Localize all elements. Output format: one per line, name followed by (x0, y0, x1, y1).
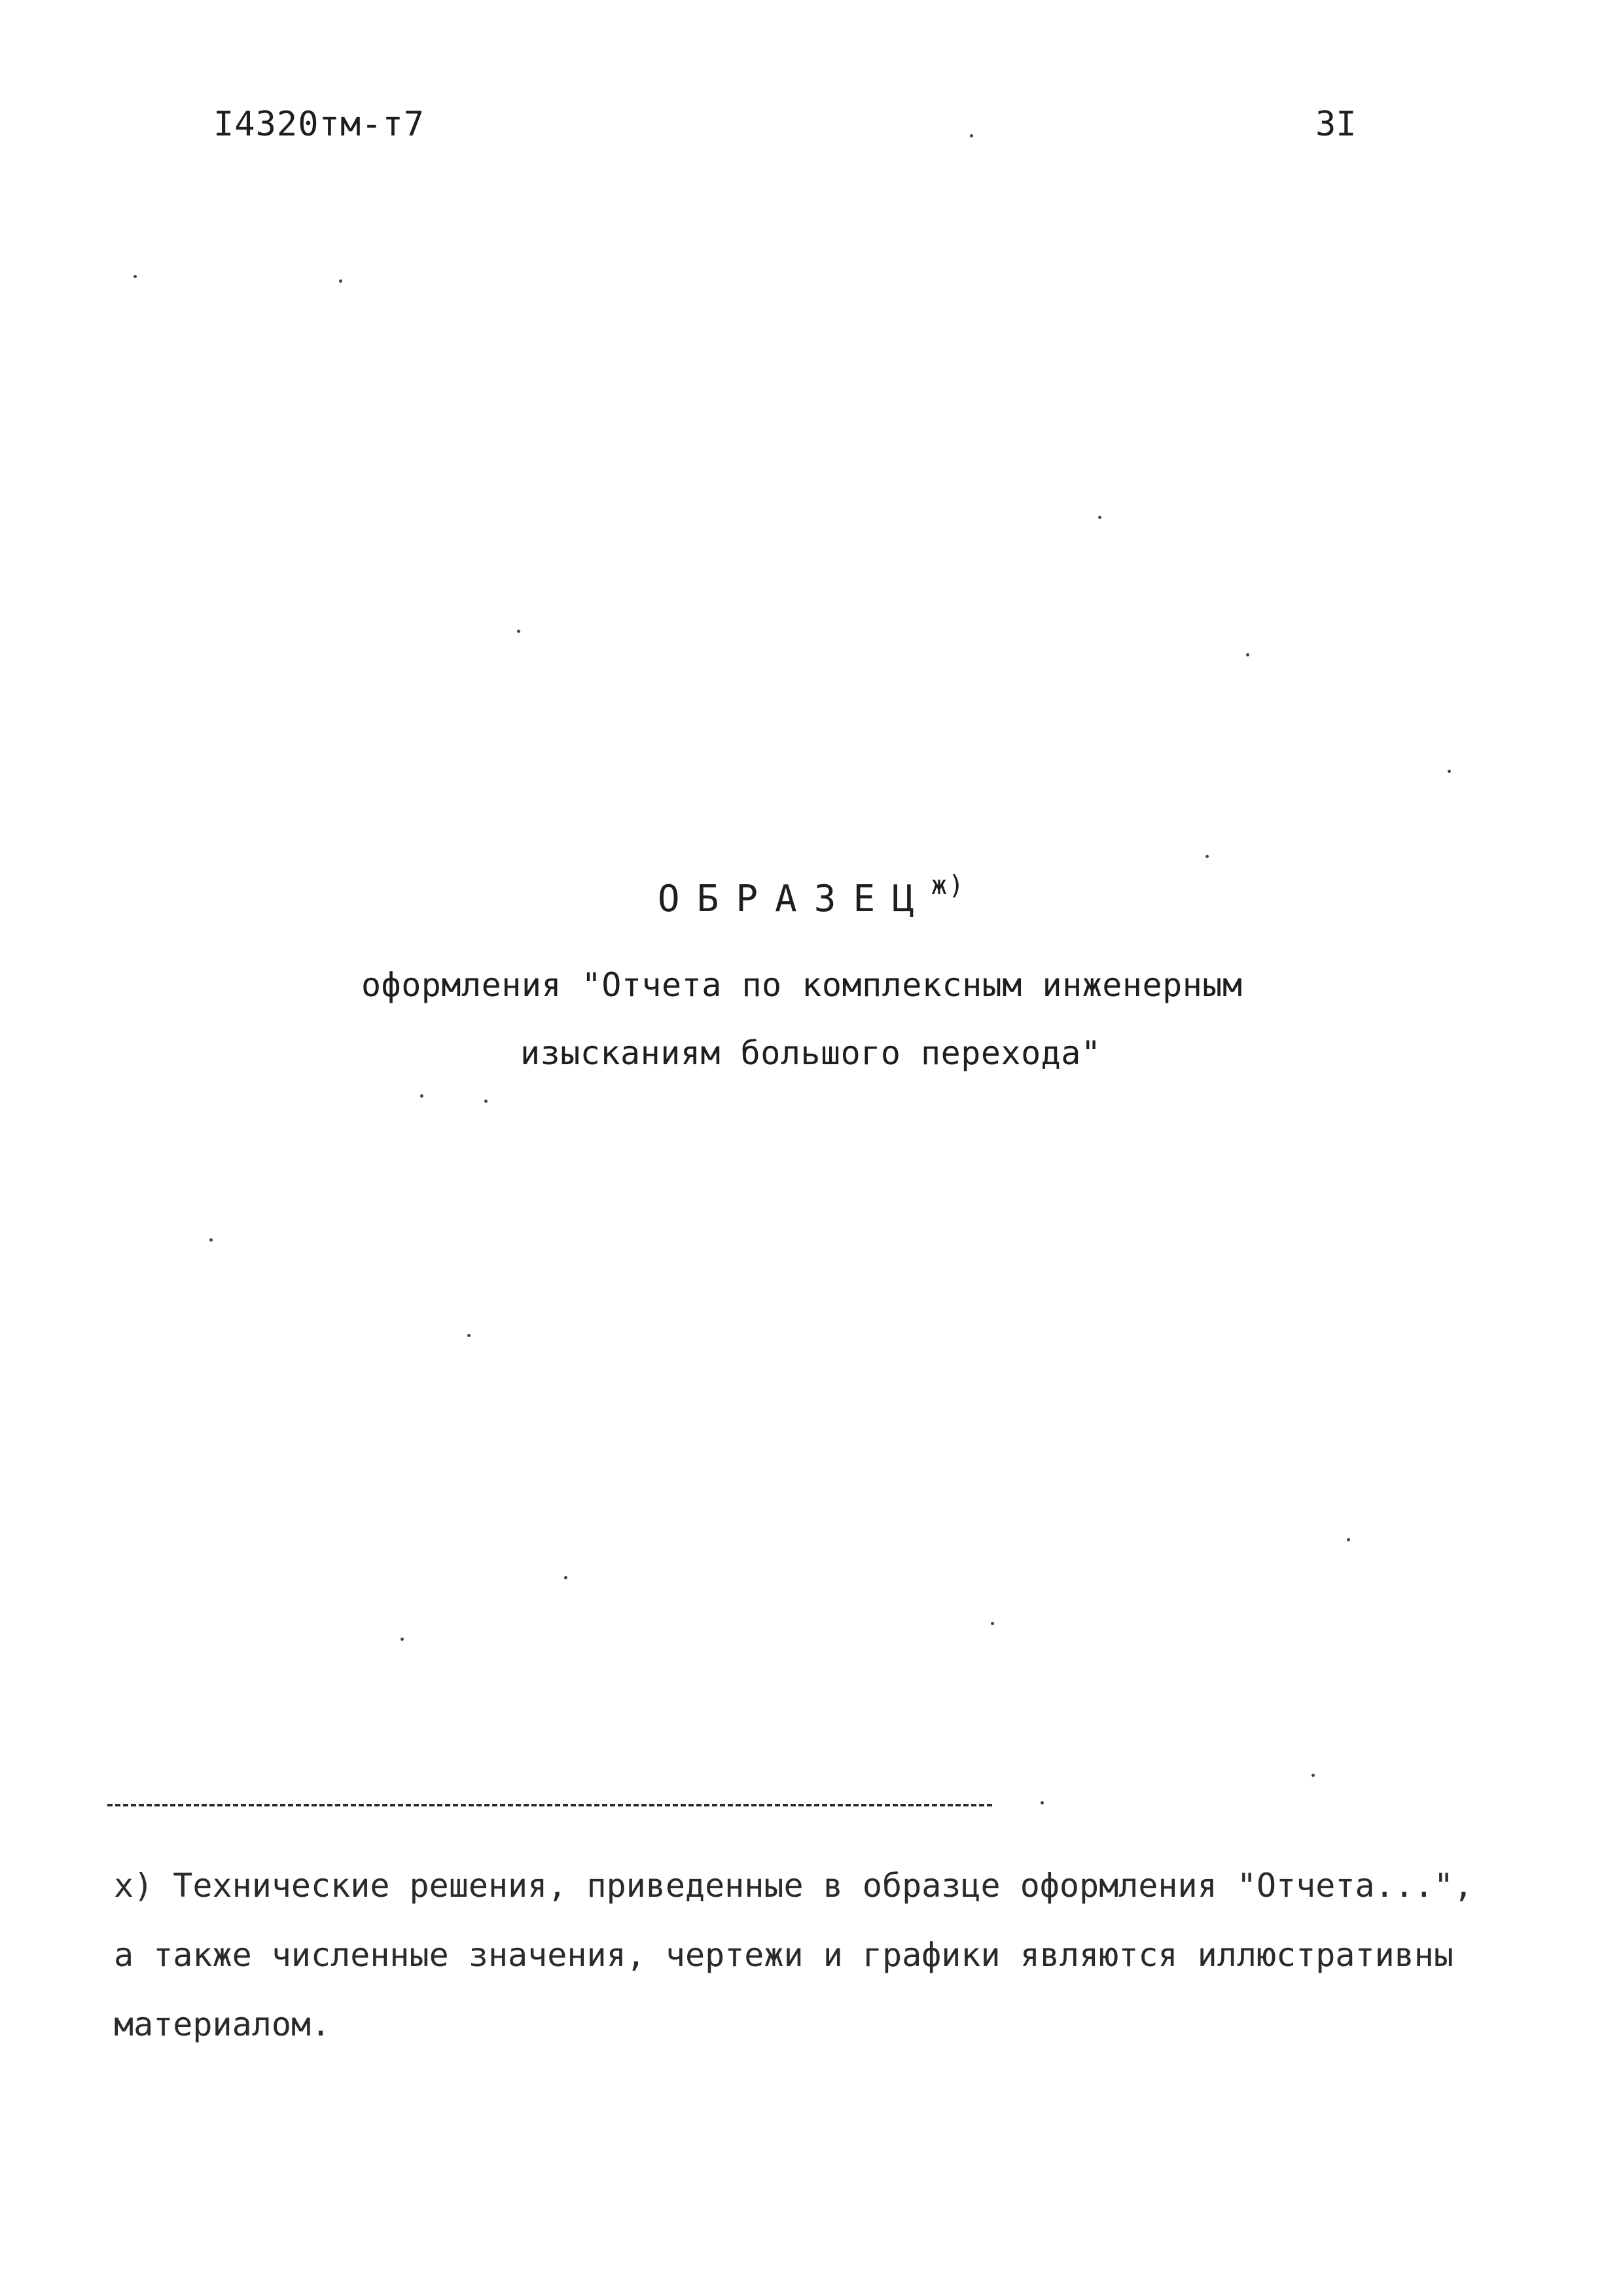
scan-speck (517, 630, 520, 633)
scan-speck (1448, 770, 1451, 773)
document-code: I4320тм-т7 (213, 105, 425, 144)
scan-speck (564, 1576, 567, 1579)
footnote-line-1: х) Технические решения, приведенные в образце оформления "Отчета...", (114, 1867, 1474, 1905)
scan-speck (1347, 1538, 1350, 1541)
document-title: ОБРАЗЕЦ (657, 878, 931, 920)
scan-speck (1246, 653, 1249, 656)
scan-speck (339, 279, 342, 283)
footnote-line-2: а также численные значения, чертежи и графики являются иллюстративны (114, 1936, 1454, 1974)
scan-speck (1205, 855, 1209, 858)
subtitle-line-1: оформления "Отчета по комплексным инженерным (361, 966, 1243, 1004)
title-block (0, 870, 1623, 920)
footnote (114, 1851, 1514, 2059)
scan-speck (209, 1238, 213, 1242)
scan-speck (1311, 1774, 1315, 1777)
scan-speck (1098, 516, 1101, 519)
footnote-line-3: материалом. (114, 2005, 331, 2043)
footnote-divider (107, 1804, 992, 1806)
scan-speck (467, 1334, 471, 1337)
subtitle-line-2: изысканиям большого перехода" (520, 1034, 1101, 1072)
scan-speck (134, 275, 137, 278)
scan-speck (991, 1622, 994, 1625)
scan-speck (420, 1094, 423, 1098)
scan-speck (401, 1638, 404, 1641)
scan-speck (484, 1100, 488, 1103)
title-footnote-mark: ж) (931, 870, 966, 901)
page-number: 3I (1315, 105, 1357, 144)
scan-speck (1041, 1801, 1044, 1804)
scan-speck (970, 134, 973, 137)
